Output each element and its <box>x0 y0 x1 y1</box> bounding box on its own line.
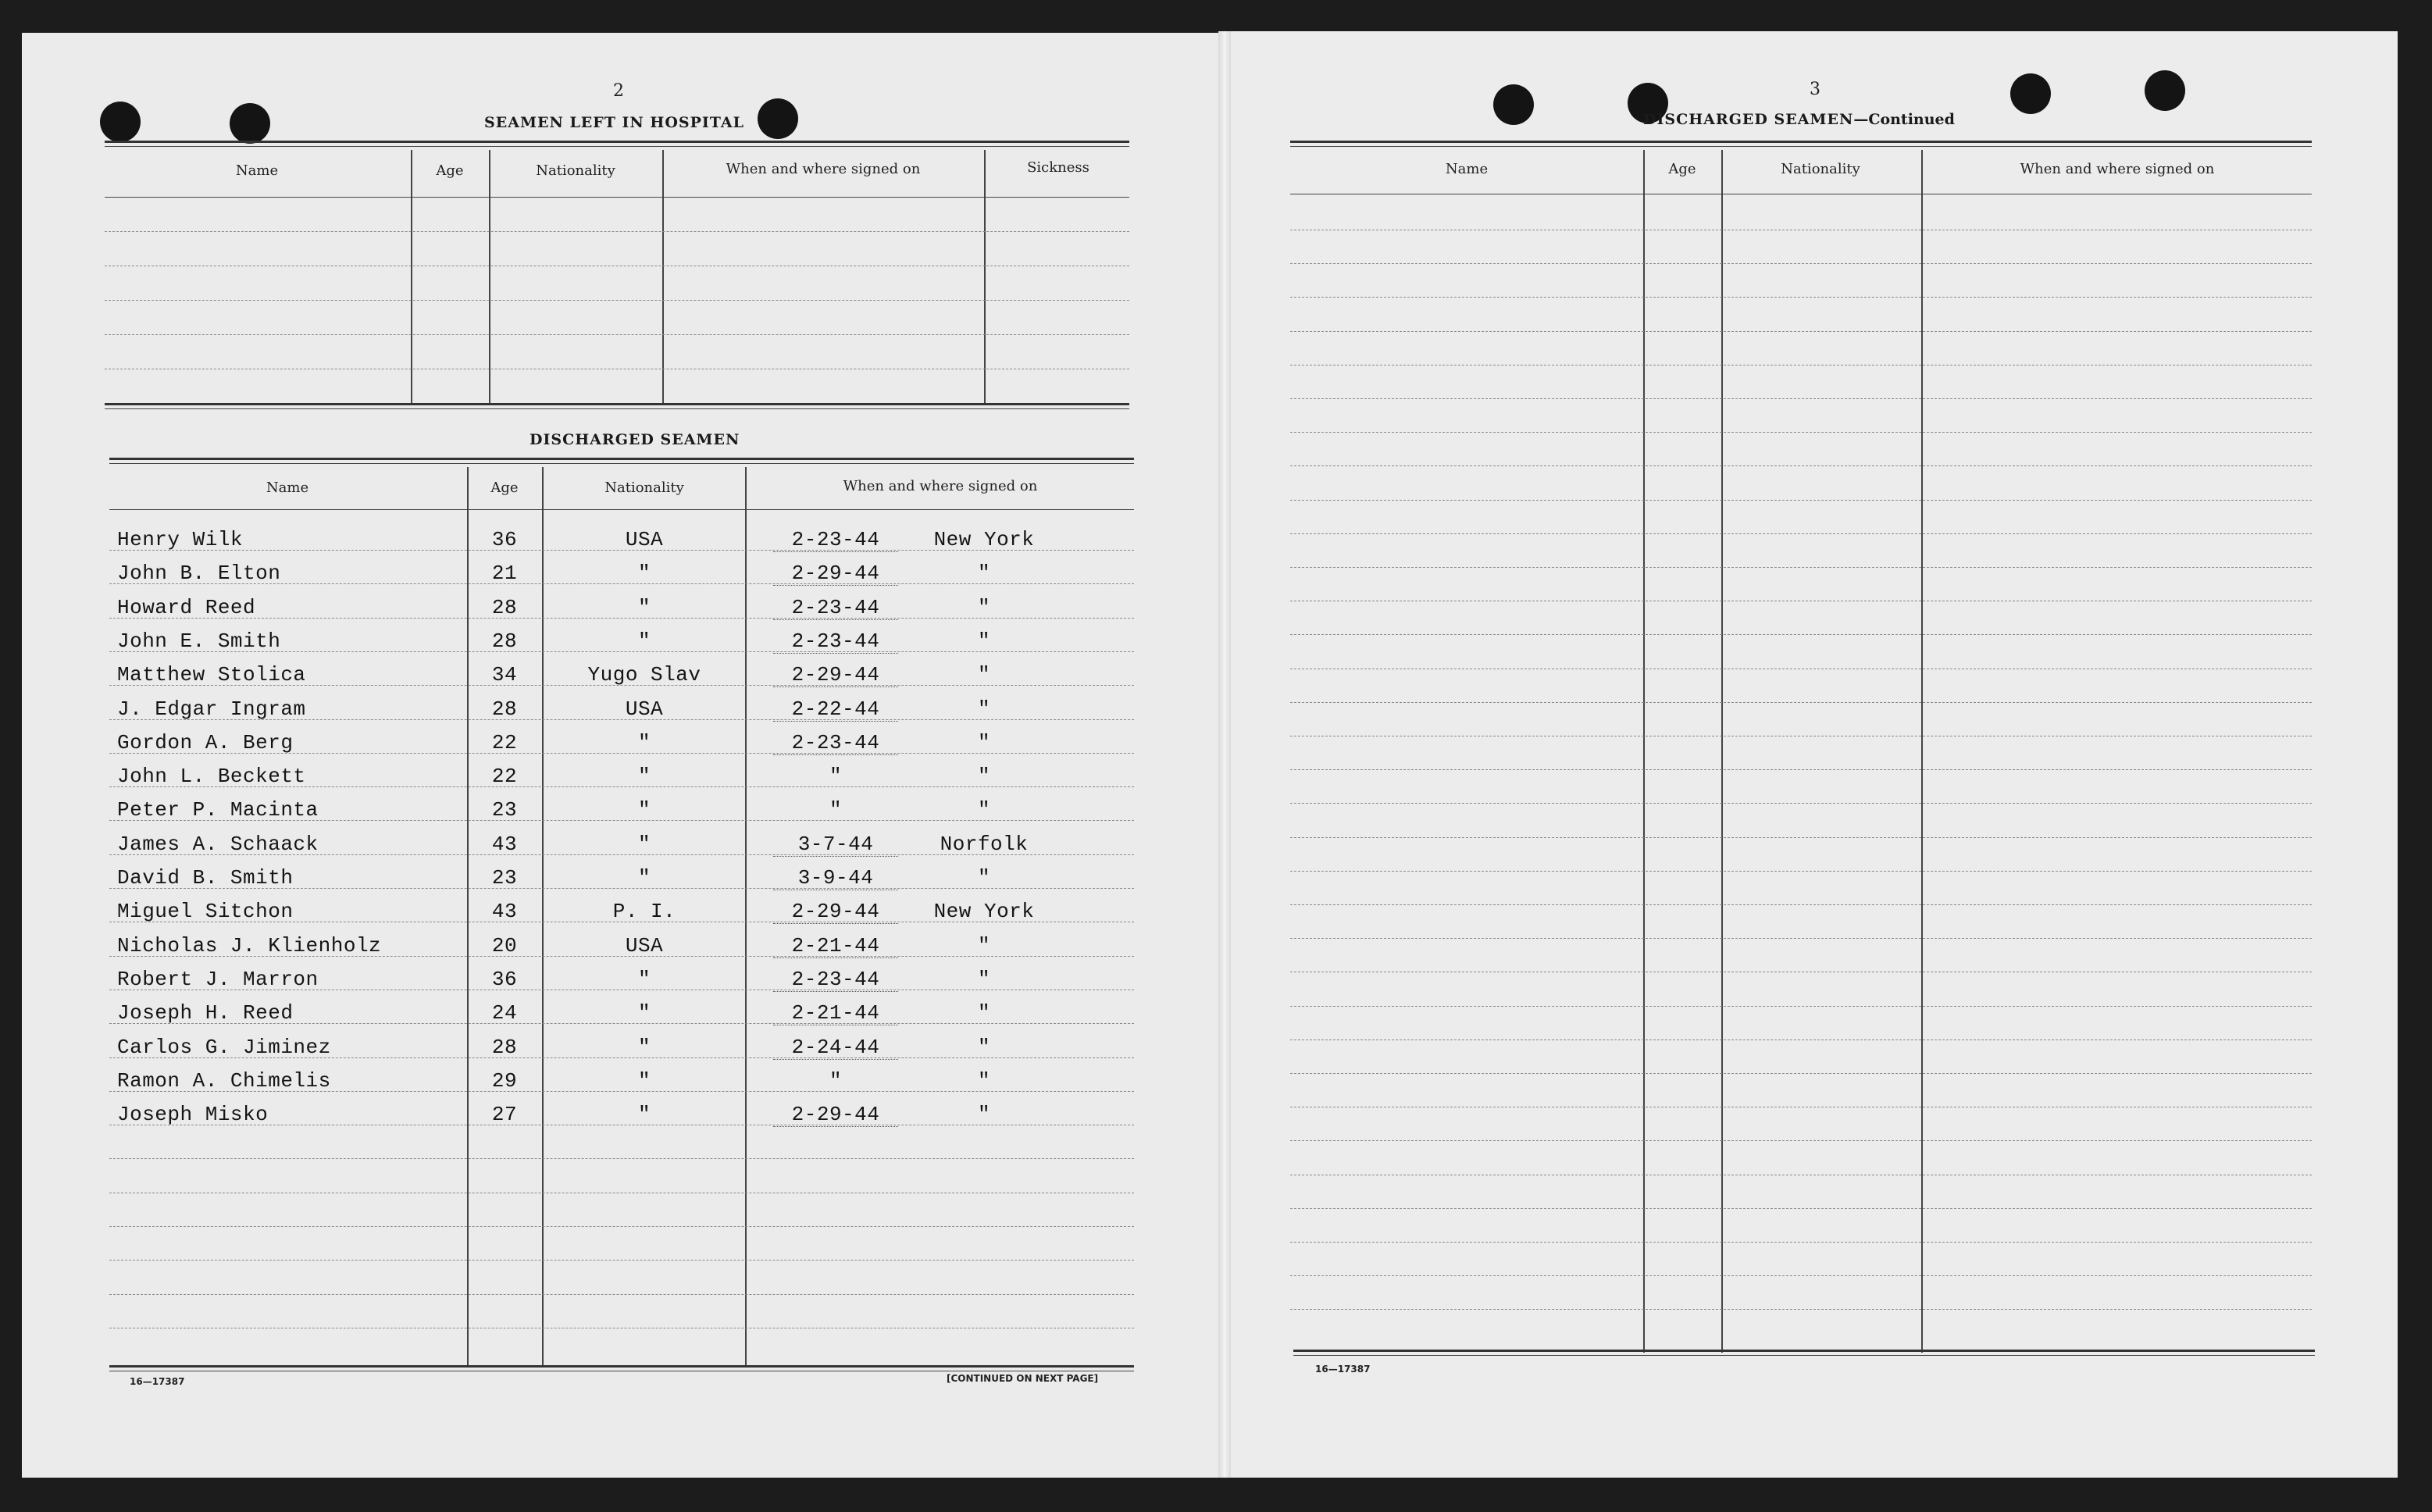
seaman-signed-date: 2-23-44 <box>773 596 898 620</box>
left-page <box>22 33 1225 1478</box>
seaman-signed-place: " <box>977 663 991 686</box>
seaman-name: John B. Elton <box>117 562 281 585</box>
seaman-age: 23 <box>491 866 518 890</box>
discharged-row-line <box>109 1260 1134 1261</box>
seaman-signed-date: 2-29-44 <box>773 900 898 924</box>
seaman-nationality: " <box>637 833 651 856</box>
hospital-col-nationality: Nationality <box>536 162 615 179</box>
seaman-age: 29 <box>491 1069 518 1093</box>
seaman-name: Gordon A. Berg <box>117 731 294 754</box>
discharged-top-rule-2 <box>109 463 1134 464</box>
seaman-name: Peter P. Macinta <box>117 798 319 822</box>
seaman-signed-place: " <box>977 765 991 788</box>
seaman-nationality: " <box>637 1069 651 1093</box>
right-row-line <box>1290 837 2312 838</box>
discharged-row-line <box>109 1226 1134 1227</box>
seaman-nationality: " <box>637 866 651 890</box>
right-row-line <box>1290 398 2312 399</box>
hospital-header-rule <box>105 197 1129 198</box>
right-row-line <box>1290 533 2312 534</box>
seaman-signed-date: " <box>829 765 843 788</box>
punch-hole <box>100 102 141 142</box>
hospital-row-line <box>105 300 1129 301</box>
right-divider <box>1921 150 1923 1353</box>
right-divider <box>1643 150 1645 1353</box>
discharged-divider <box>745 467 747 1367</box>
seaman-age: 24 <box>491 1001 518 1025</box>
seaman-signed-date: 3-9-44 <box>773 866 898 890</box>
hospital-col-name: Name <box>235 162 279 179</box>
seaman-name: Matthew Stolica <box>117 663 306 686</box>
discharged-col-name: Name <box>266 480 309 496</box>
seaman-age: 22 <box>491 731 518 754</box>
right-row-line <box>1290 297 2312 298</box>
seaman-signed-place: Norfolk <box>940 833 1029 856</box>
seaman-signed-place: " <box>977 934 991 957</box>
seaman-nationality: " <box>637 562 651 585</box>
seaman-nationality: " <box>637 968 651 991</box>
hospital-divider <box>411 150 412 405</box>
right-col-signed-on: When and where signed on <box>2020 161 2215 177</box>
seaman-name: Ramon A. Chimelis <box>117 1069 331 1093</box>
seaman-name: Joseph H. Reed <box>117 1001 294 1025</box>
seaman-age: 28 <box>491 629 518 653</box>
right-bottom-rule <box>1293 1350 2315 1352</box>
seaman-nationality: " <box>637 1103 651 1126</box>
continued-note: [CONTINUED ON NEXT PAGE] <box>947 1373 1099 1384</box>
seaman-nationality: " <box>637 731 651 754</box>
seaman-signed-date: 2-23-44 <box>773 528 898 552</box>
seaman-name: Miguel Sitchon <box>117 900 294 923</box>
right-top-rule <box>1290 141 2312 143</box>
seaman-name: Howard Reed <box>117 596 256 619</box>
seaman-age: 43 <box>491 900 518 923</box>
seaman-signed-place: " <box>977 629 991 653</box>
right-divider <box>1721 150 1723 1353</box>
right-title-main: DISCHARGED SEAMEN <box>1643 111 1854 128</box>
hospital-top-rule <box>105 141 1129 143</box>
seaman-signed-place: New York <box>933 528 1035 551</box>
seaman-signed-place: " <box>977 1103 991 1126</box>
right-row-line <box>1290 1208 2312 1209</box>
seaman-age: 28 <box>491 596 518 619</box>
form-number-left: 16—17387 <box>130 1376 185 1387</box>
right-page <box>1225 31 2398 1478</box>
discharged-bottom-rule <box>109 1365 1134 1368</box>
seaman-signed-place: " <box>977 1069 991 1093</box>
right-row-line <box>1290 432 2312 433</box>
seaman-signed-date: 2-22-44 <box>773 697 898 722</box>
right-row-line <box>1290 904 2312 905</box>
punch-hole <box>230 103 270 144</box>
right-title-suffix: —Continued <box>1853 111 1955 128</box>
seaman-name: Joseph Misko <box>117 1103 269 1126</box>
right-row-line <box>1290 1309 2312 1310</box>
hospital-divider <box>984 150 986 405</box>
right-row-line <box>1290 331 2312 332</box>
right-row-line <box>1290 365 2312 366</box>
right-row-line <box>1290 465 2312 466</box>
page-number-left: 2 <box>613 81 624 101</box>
seaman-age: 20 <box>491 934 518 957</box>
right-section-title <box>1643 111 1955 128</box>
seaman-age: 28 <box>491 1036 518 1059</box>
seaman-age: 34 <box>491 663 518 686</box>
right-row-line <box>1290 871 2312 872</box>
seaman-nationality: " <box>637 596 651 619</box>
seaman-signed-place: " <box>977 596 991 619</box>
seaman-age: 36 <box>491 528 518 551</box>
discharged-row-line <box>109 1158 1134 1159</box>
seaman-nationality: " <box>637 1036 651 1059</box>
seaman-signed-place: " <box>977 697 991 721</box>
right-row-line <box>1290 1073 2312 1074</box>
hospital-row-line <box>105 334 1129 335</box>
right-col-age: Age <box>1668 161 1696 177</box>
hospital-col-age: Age <box>436 162 464 179</box>
right-bottom-rule-2 <box>1293 1355 2315 1356</box>
seaman-signed-place: " <box>977 731 991 754</box>
seaman-signed-date: 2-21-44 <box>773 934 898 958</box>
seaman-signed-date: 2-29-44 <box>773 1103 898 1127</box>
hospital-bottom-rule <box>105 403 1129 405</box>
discharged-col-signed-on: When and where signed on <box>843 478 1038 494</box>
seaman-signed-place: " <box>977 1001 991 1025</box>
seaman-name: Robert J. Marron <box>117 968 319 991</box>
right-row-line <box>1290 1140 2312 1141</box>
seaman-signed-date: " <box>829 1069 843 1093</box>
seaman-signed-date: 2-21-44 <box>773 1001 898 1025</box>
right-row-line <box>1290 938 2312 939</box>
seaman-age: 36 <box>491 968 518 991</box>
seaman-signed-place: " <box>977 968 991 991</box>
discharged-header-rule <box>109 509 1134 510</box>
seaman-age: 43 <box>491 833 518 856</box>
seaman-signed-date: 2-24-44 <box>773 1036 898 1060</box>
right-row-line <box>1290 1242 2312 1243</box>
seaman-name: Nicholas J. Klienholz <box>117 934 382 957</box>
seaman-signed-date: " <box>829 798 843 822</box>
discharged-col-nationality: Nationality <box>604 480 684 496</box>
right-row-line <box>1290 769 2312 770</box>
seaman-name: James A. Schaack <box>117 833 319 856</box>
seaman-signed-date: 2-23-44 <box>773 731 898 755</box>
punch-hole <box>2145 70 2185 111</box>
right-row-line <box>1290 500 2312 501</box>
right-row-line <box>1290 803 2312 804</box>
page-number-right: 3 <box>1810 80 1820 99</box>
seaman-age: 23 <box>491 798 518 822</box>
seaman-nationality: " <box>637 765 651 788</box>
hospital-col-sickness: Sickness <box>1027 159 1089 176</box>
seaman-name: John L. Beckett <box>117 765 306 788</box>
seaman-signed-place: New York <box>933 900 1035 923</box>
seaman-signed-date: 2-23-44 <box>773 629 898 654</box>
seaman-nationality: USA <box>625 528 664 551</box>
right-row-line <box>1290 1275 2312 1276</box>
seaman-signed-date: 2-29-44 <box>773 663 898 687</box>
discharged-col-age: Age <box>490 480 519 496</box>
punch-hole <box>758 98 798 139</box>
seaman-age: 21 <box>491 562 518 585</box>
seaman-age: 28 <box>491 697 518 721</box>
punch-hole <box>1493 84 1534 125</box>
seaman-age: 22 <box>491 765 518 788</box>
hospital-divider <box>662 150 664 405</box>
seaman-signed-date: 2-29-44 <box>773 562 898 586</box>
seaman-name: Henry Wilk <box>117 528 244 551</box>
right-col-nationality: Nationality <box>1781 161 1860 177</box>
discharged-top-rule <box>109 458 1134 460</box>
seaman-name: Carlos G. Jiminez <box>117 1036 331 1059</box>
seaman-name: David B. Smith <box>117 866 294 890</box>
seaman-signed-place: " <box>977 1036 991 1059</box>
seaman-signed-date: 3-7-44 <box>773 833 898 857</box>
discharged-row-line <box>109 1294 1134 1295</box>
seaman-name: John E. Smith <box>117 629 281 653</box>
seaman-nationality: Yugo Slav <box>587 663 701 686</box>
hospital-top-rule-2 <box>105 146 1129 147</box>
right-row-line <box>1290 567 2312 568</box>
punch-hole <box>2010 73 2051 114</box>
seaman-age: 27 <box>491 1103 518 1126</box>
hospital-row-line <box>105 231 1129 232</box>
seaman-nationality: " <box>637 798 651 822</box>
form-number-right: 16—17387 <box>1315 1364 1371 1375</box>
hospital-section-title: SEAMEN LEFT IN HOSPITAL <box>484 114 744 131</box>
hospital-bottom-rule-2 <box>105 408 1129 409</box>
seaman-signed-place: " <box>977 866 991 890</box>
right-row-line <box>1290 702 2312 703</box>
seaman-nationality: USA <box>625 934 664 957</box>
hospital-divider <box>489 150 490 405</box>
hospital-col-signed-on: When and where signed on <box>726 161 921 177</box>
discharged-section-title: DISCHARGED SEAMEN <box>530 431 740 448</box>
right-col-name: Name <box>1445 161 1489 177</box>
page-fold <box>1218 31 1231 1478</box>
seaman-signed-place: " <box>977 798 991 822</box>
right-row-line <box>1290 263 2312 264</box>
seaman-name: J. Edgar Ingram <box>117 697 306 721</box>
seaman-signed-place: " <box>977 562 991 585</box>
seaman-nationality: " <box>637 629 651 653</box>
right-top-rule-2 <box>1290 146 2312 147</box>
seaman-signed-date: 2-23-44 <box>773 968 898 992</box>
seaman-nationality: USA <box>625 697 664 721</box>
seaman-nationality: P. I. <box>612 900 676 923</box>
right-row-line <box>1290 1006 2312 1007</box>
seaman-nationality: " <box>637 1001 651 1025</box>
right-row-line <box>1290 634 2312 635</box>
